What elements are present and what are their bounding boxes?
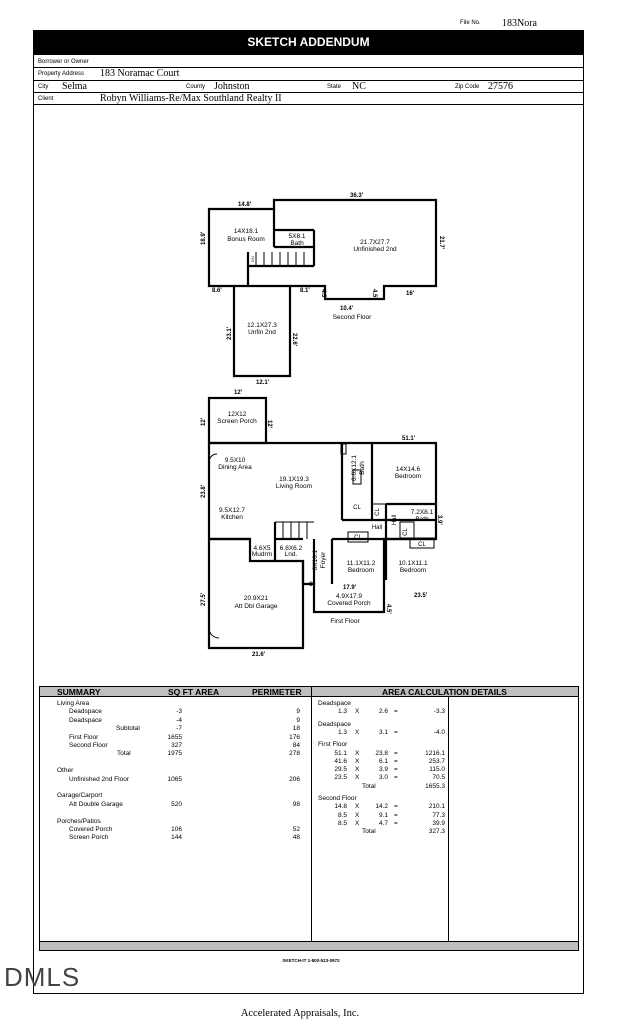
summary-row-perimeter: 84 <box>292 742 300 749</box>
room-dim: 4.6X5 <box>253 545 271 552</box>
detail-area: 210.1 <box>428 803 445 811</box>
closet-label: CL <box>375 508 381 516</box>
hall-label: Hall <box>392 514 398 526</box>
equals-symbol: = <box>394 728 398 736</box>
times-symbol: X <box>355 803 360 811</box>
city-value: Selma <box>62 81 87 92</box>
detail-total-label: Total <box>362 782 376 790</box>
dim-label: 10.4' <box>340 306 354 312</box>
dim-label: 12' <box>234 390 243 396</box>
detail-section-title: First Floor <box>318 741 348 749</box>
dim-label: 22.6' <box>291 333 297 347</box>
detail-area: 39.9 <box>432 819 445 827</box>
dim-label: 8.1' <box>300 288 310 294</box>
file-no-label: File No. <box>460 20 481 26</box>
dim-label: 12' <box>201 417 207 426</box>
detail-width: 14.8 <box>334 803 347 811</box>
summary-row-label: Screen Porch <box>69 834 109 842</box>
room-dim: 6X10.1 <box>312 549 319 571</box>
times-symbol: X <box>355 774 360 782</box>
zip-label: Zip Code <box>455 84 480 90</box>
room-dim: 6.6X12.1 <box>351 454 358 482</box>
page-title: SKETCH ADDENDUM <box>33 30 584 55</box>
detail-length: 3.1 <box>378 728 388 736</box>
state-value: NC <box>352 81 366 92</box>
summary-row-area: -7 <box>176 725 182 733</box>
detail-width: 51.1 <box>334 749 347 757</box>
dim-label: 23.1' <box>227 326 233 340</box>
summary-row-perimeter: 98 <box>292 800 300 808</box>
dim-label: 51.1' <box>402 436 416 442</box>
dim-label: 17.9' <box>343 585 357 591</box>
summary-row-label: Porches/Patios <box>57 817 101 825</box>
summary-row-label: First Floor <box>69 733 99 741</box>
summary-row-area: 1655 <box>167 733 182 741</box>
room-dim: 10.1X11.1 <box>398 560 428 567</box>
room-dim: 9.5X12.7 <box>218 507 246 514</box>
times-symbol: X <box>355 708 360 716</box>
dmls-watermark: DMLS <box>4 962 81 992</box>
room-dim: 7.2X8.1 <box>410 509 434 516</box>
summary-row-area: 1065 <box>167 775 182 783</box>
detail-width: 41.6 <box>334 757 347 765</box>
summary-row-perimeter: 48 <box>292 834 300 842</box>
room-dim: 11.1X11.2 <box>346 560 376 567</box>
detail-area: 115.0 <box>429 766 445 774</box>
room-dim: 4.9X17.9 <box>335 593 363 600</box>
dim-label: 21.7' <box>438 236 444 250</box>
stair-dn: DN <box>250 256 255 262</box>
room-label: Bath <box>290 240 304 247</box>
sqft-header: SQ FT AREA <box>168 687 220 697</box>
perimeter-header: PERIMETER <box>252 687 302 697</box>
room-label: Bedroom <box>347 567 375 574</box>
room-dim: 12X12 <box>227 411 247 418</box>
closet-label: CL <box>354 535 362 541</box>
room-label: Bedroom <box>394 473 422 480</box>
summary-header-bar <box>39 686 579 697</box>
dim-label: 23.8' <box>201 484 207 498</box>
room-label: Unfinished 2nd <box>353 246 397 253</box>
summary-row-label: Subtotal <box>116 725 140 733</box>
room-dim: 5X8.1 <box>288 233 306 240</box>
equals-symbol: = <box>394 819 398 827</box>
times-symbol: X <box>355 766 360 774</box>
dim-label: 36.3' <box>350 193 364 199</box>
closet-label: CL <box>353 505 361 511</box>
property-address-label: Property Address <box>38 71 85 77</box>
room-label: Kitchen <box>221 514 243 521</box>
detail-total-label: Total <box>362 828 376 836</box>
summary-row-perimeter: 9 <box>296 716 300 724</box>
dim-label: 4.5' <box>371 289 377 299</box>
dim-label: 12.1' <box>256 380 270 386</box>
detail-width: 29.5 <box>334 766 347 774</box>
borrower-label: Borrower or Owner <box>38 59 89 65</box>
room-label: Foyer <box>320 551 327 569</box>
detail-total-value: 1655.3 <box>425 782 445 790</box>
room-dim: 19.1X19.3 <box>279 476 309 483</box>
room-label: Att Dbl Garage <box>234 603 278 610</box>
equals-symbol: = <box>394 766 398 774</box>
detail-length: 14.2 <box>375 803 388 811</box>
equals-symbol: = <box>394 708 398 716</box>
room-label: Bath <box>359 461 366 475</box>
detail-width: 1.3 <box>337 708 347 716</box>
equals-symbol: = <box>394 803 398 811</box>
summary-row-area: 144 <box>171 834 182 842</box>
property-address-value: 183 Noramac Court <box>100 68 180 79</box>
dim-label: 3.9' <box>436 515 442 525</box>
room-label: Covered Porch <box>327 600 371 607</box>
room-label: Living Room <box>275 483 313 490</box>
summary-row-perimeter: 278 <box>289 750 300 758</box>
detail-area: -4.0 <box>433 728 445 736</box>
hall-label: Hall <box>371 525 383 531</box>
summary-row-label: Unfinished 2nd Floor <box>69 775 129 783</box>
room-label: Mudrm <box>251 551 273 558</box>
detail-area: 253.7 <box>428 757 445 765</box>
dim-label: 12' <box>266 420 272 429</box>
equals-symbol: = <box>394 811 398 819</box>
client-value: Robyn Williams-Re/Max Southland Realty II <box>100 93 282 104</box>
summary-row-label: Other <box>57 767 74 775</box>
summary-row-area: 1975 <box>167 750 182 758</box>
summary-header: SUMMARY <box>57 687 101 697</box>
times-symbol: X <box>355 749 360 757</box>
room-dim: 14X14.6 <box>395 466 421 473</box>
summary-row-label: Total <box>117 750 131 758</box>
summary-row-perimeter: 18 <box>292 725 300 733</box>
equals-symbol: = <box>394 774 398 782</box>
room-dim: 12.1X27.3 <box>247 322 277 329</box>
summary-row-label: Att Double Garage <box>69 800 123 808</box>
room-dim: 21.7X27.7 <box>360 239 390 246</box>
detail-area: 70.5 <box>432 774 445 782</box>
city-label: City <box>38 84 49 90</box>
footer-code: SKETCH-IT 1-800-523-0972 <box>282 958 340 963</box>
dim-label: 23.5' <box>414 593 428 599</box>
detail-area: -3.3 <box>433 708 445 716</box>
dim-label: 16' <box>406 291 415 297</box>
company-name: Accelerated Appraisals, Inc. <box>240 1008 360 1019</box>
room-label: Bonus Room <box>227 236 265 243</box>
closet-label: CL <box>403 528 409 536</box>
times-symbol: X <box>355 728 360 736</box>
room-label: Unfin 2nd <box>248 329 276 336</box>
room-label: Bedroom <box>399 567 427 574</box>
summary-row-perimeter: 52 <box>292 826 300 833</box>
client-label: Client <box>38 96 54 102</box>
closet-label: CL <box>418 542 426 548</box>
dim-label: 21.6' <box>252 652 266 658</box>
room-label: Screen Porch <box>217 418 257 425</box>
detail-total-value: 327.3 <box>428 828 445 836</box>
room-dim: 6.8X6.2 <box>279 545 303 552</box>
times-symbol: X <box>355 757 360 765</box>
summary-row-area: 327 <box>171 742 182 749</box>
room-label: Lnd. <box>284 551 298 558</box>
summary-row-perimeter: 9 <box>296 708 300 716</box>
detail-width: 23.5 <box>334 774 347 782</box>
summary-row-label: Garage/Carport <box>57 792 103 800</box>
summary-row-label: Living Area <box>57 700 90 707</box>
times-symbol: X <box>355 819 360 827</box>
summary-row-label: Deadspace <box>69 716 102 724</box>
summary-row-label: Covered Porch <box>69 826 113 833</box>
floor-caption: First Floor <box>330 618 360 625</box>
equals-symbol: = <box>394 749 398 757</box>
dim-label: 8.6' <box>212 288 222 294</box>
dim-label: 18.9' <box>201 231 207 245</box>
dim-label: 14.8' <box>238 202 252 208</box>
detail-length: 23.8 <box>375 749 388 757</box>
room-label: Dining Area <box>218 464 252 471</box>
detail-width: 8.5 <box>337 819 347 827</box>
detail-section-title: Deadspace <box>318 700 351 707</box>
times-symbol: X <box>355 811 360 819</box>
county-label: County <box>186 84 206 90</box>
summary-row-label: Deadspace <box>69 708 102 716</box>
detail-section-title: Second Floor <box>318 795 357 802</box>
dim-label: 4.5' <box>320 289 326 299</box>
summary-row-area: 520 <box>171 800 182 808</box>
detail-width: 8.5 <box>337 811 347 819</box>
detail-area: 77.3 <box>432 811 445 819</box>
room-dim: 9.5X10 <box>224 457 246 464</box>
dim-label: 6' <box>309 582 314 588</box>
room-dim: 20.9X21 <box>243 595 269 602</box>
file-no-value: 183Nora <box>502 18 537 29</box>
detail-area: 1216.1 <box>425 749 445 757</box>
detail-length: 9.1 <box>378 811 388 819</box>
area-calc-header: AREA CALCULATION DETAILS <box>382 687 507 697</box>
detail-width: 1.3 <box>337 728 347 736</box>
detail-length: 2.6 <box>378 708 388 716</box>
summary-row-area: 106 <box>171 826 182 833</box>
room-label: Bath <box>415 516 429 523</box>
detail-section-title: Deadspace <box>318 720 351 728</box>
state-label: State <box>327 84 342 90</box>
summary-row-area: -3 <box>176 708 182 716</box>
detail-length: 6.1 <box>378 757 388 765</box>
summary-row-perimeter: 176 <box>289 733 300 741</box>
detail-length: 4.7 <box>378 819 388 827</box>
summary-row-area: -4 <box>176 716 182 724</box>
equals-symbol: = <box>394 757 398 765</box>
detail-length: 3.0 <box>378 774 388 782</box>
summary-row-perimeter: 206 <box>289 775 300 783</box>
dim-label: 4.5' <box>385 604 391 614</box>
detail-length: 3.9 <box>378 766 388 774</box>
county-value: Johnston <box>214 81 250 92</box>
room-dim: 14X18.1 <box>233 228 259 235</box>
floor-caption: Second Floor <box>332 314 372 321</box>
zip-value: 27576 <box>488 81 513 92</box>
dim-label: 27.5' <box>201 592 207 606</box>
summary-row-label: Second Floor <box>69 742 108 749</box>
